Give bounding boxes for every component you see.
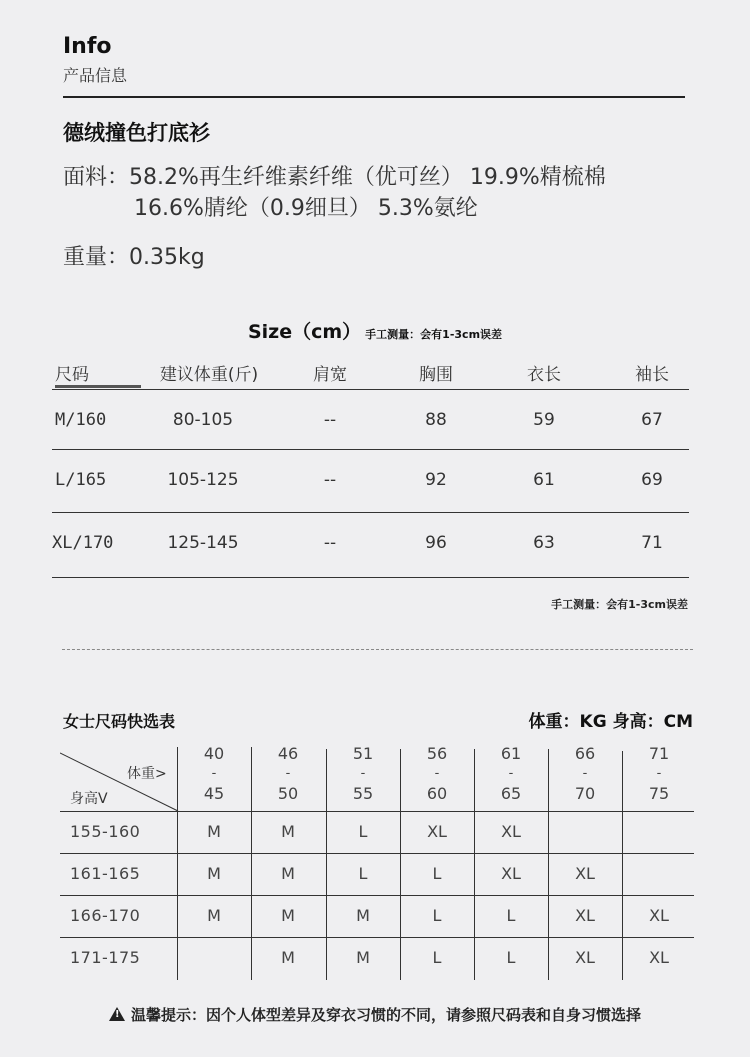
weight-range-to: 60 <box>426 784 448 803</box>
weight-range-header <box>548 744 622 804</box>
weight-range-to: 50 <box>277 784 299 803</box>
size-cell: M <box>207 906 221 925</box>
size-cell: XL <box>575 906 595 925</box>
weight-range-dash: - <box>360 766 366 781</box>
col-header-length: 衣长 <box>527 365 561 385</box>
size-cell: XL/170 <box>52 533 114 553</box>
col-header-size: 尺码 <box>55 365 89 385</box>
fabric-composition-1: 58.2%再生纤维素纤维（优可丝） 19.9%精梳棉 <box>129 165 606 190</box>
height-range-label: 166-170 <box>70 906 141 925</box>
size-cell: L <box>432 864 442 883</box>
col-header-shoulder: 肩宽 <box>313 365 347 385</box>
size-cell: L <box>506 948 516 967</box>
weight-range-to: 45 <box>203 784 225 803</box>
weight-range-dash: - <box>656 766 662 781</box>
chest-cell: 92 <box>425 470 447 490</box>
weight-cell: 105-125 <box>167 470 239 490</box>
size-cell: XL <box>575 864 595 883</box>
size-cell: L <box>432 906 442 925</box>
table-row <box>52 390 689 450</box>
weight-line <box>63 240 205 271</box>
shoulder-cell: -- <box>323 410 337 430</box>
weight-range-dash: - <box>285 766 291 781</box>
size-chart-title <box>0 317 750 344</box>
size-cell: XL <box>649 906 669 925</box>
fabric-composition-2: 16.6%腈纶（0.9细旦） 5.3%氨纶 <box>134 196 478 221</box>
size-cell: XL <box>649 948 669 967</box>
height-range-label: 161-165 <box>70 864 141 883</box>
shoulder-cell: -- <box>323 470 337 490</box>
size-cell: XL <box>427 822 447 841</box>
corner-height-label: 身高V <box>70 791 108 807</box>
weight-range-to: 70 <box>574 784 596 803</box>
weight-range-header <box>251 744 325 804</box>
weight-range-header <box>400 744 474 804</box>
size-cell: M <box>281 948 295 967</box>
col-header-sleeve: 袖长 <box>635 365 669 385</box>
size-cell: XL <box>575 948 595 967</box>
chest-cell: 96 <box>425 533 447 553</box>
weight-label: 重量： <box>63 245 130 270</box>
product-name: 德绒撞色打底衫 <box>63 121 210 145</box>
length-cell: 59 <box>533 410 555 430</box>
grid-hline <box>60 811 694 812</box>
weight-range-header <box>326 744 400 804</box>
sleeve-cell: 69 <box>641 470 663 490</box>
grid-hline <box>60 895 694 896</box>
weight-range-dash: - <box>582 766 588 781</box>
col-header-weight: 建议体重(斤) <box>159 365 259 385</box>
size-cell: M <box>356 948 370 967</box>
length-cell: 63 <box>533 533 555 553</box>
weight-range-from: 40 <box>203 744 225 763</box>
sleeve-cell: 67 <box>641 410 663 430</box>
size-table-header <box>52 352 689 390</box>
quick-select-title: 女士尺码快选表 <box>63 712 176 731</box>
weight-range-header <box>622 744 696 804</box>
size-cell: M <box>207 864 221 883</box>
size-cell: L <box>358 822 368 841</box>
size-cell: L <box>358 864 368 883</box>
weight-value: 0.35kg <box>129 245 205 270</box>
size-cell: M <box>356 906 370 925</box>
info-title: Info <box>63 34 112 59</box>
weight-cell: 80-105 <box>172 410 234 430</box>
weight-range-from: 46 <box>277 744 299 763</box>
size-chart-heading: Size（cm） <box>247 321 362 343</box>
size-cell: L <box>506 906 516 925</box>
chest-cell: 88 <box>425 410 447 430</box>
size-chart-note: 手工测量：会有1-3cm误差 <box>365 328 503 341</box>
grid-hline <box>60 937 694 938</box>
height-range-label: 155-160 <box>70 822 141 841</box>
height-range-label: 171-175 <box>70 948 141 967</box>
size-cell: M <box>281 822 295 841</box>
corner-weight-label: 体重> <box>127 766 167 782</box>
size-cell: M <box>281 864 295 883</box>
quick-select-table <box>60 745 694 980</box>
tip-line <box>0 1004 750 1025</box>
shoulder-cell: -- <box>323 533 337 553</box>
weight-range-dash: - <box>211 766 217 781</box>
weight-range-to: 75 <box>648 784 670 803</box>
weight-range-dash: - <box>434 766 440 781</box>
size-cell: L/165 <box>55 470 107 490</box>
size-cell: XL <box>501 864 521 883</box>
weight-range-from: 61 <box>500 744 522 763</box>
header-accent-bar <box>55 385 141 388</box>
size-cell: M/160 <box>55 410 107 430</box>
size-cell: M <box>281 906 295 925</box>
weight-range-from: 51 <box>352 744 374 763</box>
size-table <box>52 352 689 578</box>
weight-range-from: 56 <box>426 744 448 763</box>
sleeve-cell: 71 <box>641 533 663 553</box>
header-divider <box>63 96 685 98</box>
table-row <box>52 513 689 578</box>
size-cell: M <box>207 822 221 841</box>
weight-cell: 125-145 <box>167 533 239 553</box>
weight-range-header <box>474 744 548 804</box>
tip-text: 温馨提示：因个人体型差异及穿衣习惯的不同，请参照尺码表和自身习惯选择 <box>130 1006 641 1024</box>
length-cell: 61 <box>533 470 555 490</box>
info-subtitle: 产品信息 <box>63 66 128 85</box>
size-cell: XL <box>501 822 521 841</box>
dashed-divider <box>62 649 693 650</box>
measurement-note: 手工测量：会有1-3cm误差 <box>551 598 688 611</box>
weight-range-from: 66 <box>574 744 596 763</box>
unit-note: 体重：KG 身高：CM <box>528 712 693 732</box>
size-cell: L <box>432 948 442 967</box>
warning-icon <box>109 1007 125 1021</box>
weight-range-dash: - <box>508 766 514 781</box>
col-header-chest: 胸围 <box>419 365 453 385</box>
fabric-label: 面料： <box>63 165 130 190</box>
table-row <box>52 450 689 513</box>
weight-range-to: 65 <box>500 784 522 803</box>
weight-range-from: 71 <box>648 744 670 763</box>
grid-hline <box>60 853 694 854</box>
fabric-line-1 <box>63 160 606 191</box>
weight-range-header <box>177 744 251 804</box>
weight-range-to: 55 <box>352 784 374 803</box>
